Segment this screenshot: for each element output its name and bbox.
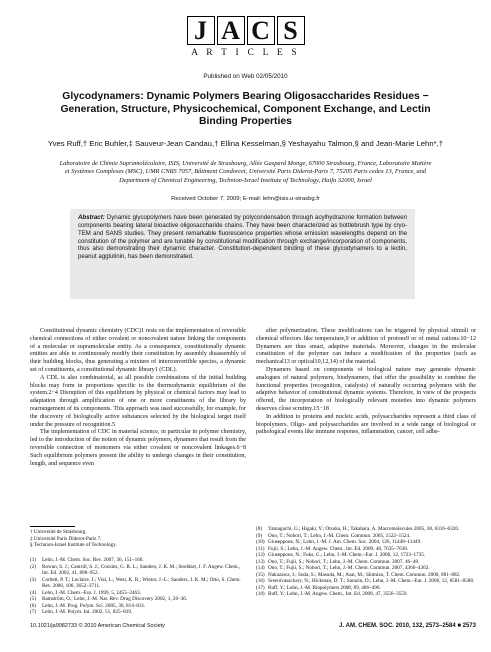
- logo-letter-c: C: [247, 16, 275, 45]
- reference-text: Giuseppone, N.; Fuks, G.; Lehn, J.-M. Chem.–Eur. J. 2006, 12, 1723–1735.: [268, 552, 426, 558]
- reference-text: Lehn, J.-M. Polym. Int. 2002, 51, 825–839.: [42, 609, 133, 615]
- reference-text: Lehn, J.-M. Chem. Soc. Rev. 2007, 36, 151–160.: [42, 557, 144, 563]
- reference-number: (11): [256, 545, 265, 552]
- abstract-label: Abstract:: [78, 214, 105, 221]
- logo-letter-s: S: [277, 16, 305, 45]
- reference-item[interactable]: [256, 591, 476, 598]
- journal-logo: [0, 16, 491, 45]
- section-label: A R T I C L E S: [191, 48, 300, 58]
- journal-masthead: [0, 16, 491, 58]
- reference-text: Ramström, O.; Lehn, J.-M. Nat. Rev. Drug Discovery 2002, 1, 26–36.: [42, 596, 188, 602]
- reference-text: Yamaguchi, G.; Higaki, Y.; Otsuka, H.; Takahara, A. Macromolecules 2005, 38, 6316–6320.: [268, 526, 460, 532]
- reference-item[interactable]: [30, 609, 246, 616]
- reference-text: Ruff, Y.; Lehn, J.-M. Biopolymers 2008, 89, 486–496.: [268, 584, 381, 591]
- reference-number: (14): [256, 565, 265, 571]
- body-paragraph: The implementation of CDC in material science, in particular in polymer chemistry, led to the introduction of the notion of dynamic polymers, dynamers that result from the reversible connection of monomers via either covalent or noncovalent linkages.6−8 Such equilibrium polymers present the ability to undergo changes in their constitution, length, and sequence even: [30, 429, 246, 467]
- reference-number: (2): [30, 563, 37, 570]
- reference-number: (10): [256, 539, 265, 545]
- body-paragraph: A CDL is also combinatorial, as all possible combinations of the initial building blocks may form in proportions specific to the thermodynamic equilibrium of the system.2−4 Disruption of this equilibrium by physical or chemical factors may lead to adaptation through amplification of one or more constituents of the library by rearrangement of its components. This approach was used successfully, for example, for the discovery of biologically active substances selected by the biological target itself under the pressure of recognition.5: [30, 374, 246, 428]
- reference-number: (1): [30, 557, 37, 563]
- footnote: ‡ Université Paris Diderot-Paris 7.: [30, 535, 102, 542]
- reference-number: (17): [256, 584, 265, 591]
- affiliation-footnotes: [30, 529, 246, 549]
- body-paragraph: In addition to proteins and nucleic acids, polysaccharides represent a third class of biopolymers. Oligo- and polysaccharides are involved in a wide range of biological or pathological events like immune response, inflammation, cancer, cell adhe-: [256, 413, 476, 436]
- reference-text: Ruff, Y.; Lehn, J.-M. Angew. Chem., Int. Ed. 2008, 47, 3556–3559.: [268, 591, 408, 597]
- reference-number: (18): [256, 591, 265, 597]
- reference-item[interactable]: [30, 564, 246, 577]
- reference-text: Ono, T.; Nobori, T.; Lehn, J.-M. Chem. Commun. 2005, 1522–1524.: [268, 532, 411, 539]
- abstract-box: [70, 209, 415, 299]
- author-list: Yves Ruff,† Eric Buhler,‡ Sauveur-Jean Candau,† Ellina Kesselman,§ Yeshayahu Talmon,§ and Jean-Marie Lehn*,†: [47, 139, 444, 148]
- reference-number: (4): [30, 589, 37, 596]
- abstract-text: Dynamic glycopolymers have been generated by polycondensation through acylhydrazone formation between components bearing lateral bioactive oligosaccharide chains. They have been characterized as bottlebrush type by cryo-TEM and SANS studies. They present remarkable fluorescence properties whose emission wavelengths depend on the constitution of the polymer and are tunable by constitutional modification through exchange/incorporation of components, thus also demonstrating their dynamic character. Constitution-dependent binding of these glycodynamers to a lectin, peanut agglutinin, has been demonstrated.: [78, 214, 407, 261]
- reference-text: Lehn, J.-M. Prog. Polym. Sci. 2005, 30, 814–831.: [42, 602, 146, 609]
- footnote: † Université de Strasbourg.: [30, 529, 87, 535]
- body-paragraph: Dynamers based on components of biological nature may generate dynamic analogues of natural polymers, biodynamers, that offer the possibility to combine the functional properties (recognition, catalysis) of naturally occurring polymers with the adaptive behavior of constitutional dynamic systems. Therefore, in view of the prospects offered, the incorporation of biologically relevant moieties into dynamic polymers deserves close scrutiny.15−18: [256, 366, 476, 412]
- reference-item[interactable]: [30, 577, 246, 590]
- published-date: Published on Web 02/05/2010: [203, 73, 288, 80]
- logo-letter-j: J: [187, 16, 215, 45]
- reference-number: (9): [256, 532, 263, 539]
- reference-number: (8): [256, 526, 263, 532]
- reference-number: (16): [256, 578, 265, 584]
- affiliations: Laboratoire de Chimie Supramoléculaire, ISIS, Université de Strasbourg, Allée Gaspard Monge, 67000 Strasbourg, France, Laboratoire Matière et Systèmes Complexes (MSC), UMR CNRS 7057, Bâtiment Condorcet, Université Paris Diderot-Paris 7, 75205 Paris cedex 13, France, and Department of Chemical Engineering, Technion-Israel Institute of Technology, Haifa 32000, Israel: [59, 160, 432, 184]
- reference-text: Ono, T.; Fujii, S.; Nobori, T.; Lehn, J.-M. Chem. Commun. 2007, 4360–4362.: [268, 565, 430, 571]
- reference-number: (7): [30, 609, 37, 615]
- reference-number: (5): [30, 596, 37, 602]
- body-column-right: [256, 328, 476, 437]
- received-line: Received October 7, 2009; E-mail: lehn@isis.u-strasbg.fr: [171, 196, 320, 202]
- reference-text: Fujii, S.; Lehn, J.-M. Angew. Chem., Int. Ed. 2009, 48, 7635–7638.: [268, 545, 409, 552]
- reference-number: (6): [30, 602, 37, 609]
- reference-text: Corbett, P. T.; Leclaire, J.; Vial, L.; West, K. R.; Wietor, J.-L.; Sanders, J. K. M.; Otto, S. Chem. Rev. 2006, 106, 3652–3711.: [42, 576, 241, 589]
- reference-text: Ono, T.; Fujii, S.; Nobori, T.; Lehn, J.-M. Chem. Commun. 2007, 46–48.: [268, 558, 420, 565]
- article-title: Glycodynamers: Dynamic Polymers Bearing Oligosaccharides Residues − Generation, Structure, Physicochemical, Component Exchange, and Lectin Binding Properties: [60, 91, 431, 128]
- body-paragraph: after polymerization. These modifications can be triggered by physical stimuli or chemical effectors like temperature,9 or addition of protons9 or of metal cations.10−12 Dynamers are thus smart, adaptive materials. Moreover, changes in the molecular constitution of the polymer can induce a modification of the properties (such as mechanical13 or optical10,12,14) of the material.: [256, 328, 476, 366]
- references-right: [256, 526, 476, 598]
- reference-text: Lehn, J.-M. Chem.–Eur. J. 1999, 5, 2455–2463.: [42, 589, 141, 596]
- reference-number: (13): [256, 558, 265, 565]
- reference-text: Nakazawa, I.; Suda, S.; Masuda, M.; Asai, M.; Shimizu, T. Chem. Commun. 2000, 881–882.: [268, 571, 461, 578]
- doi-copyright: 10.1021/ja9082733 © 2010 American Chemical Society: [30, 623, 165, 629]
- body-column-left: [30, 328, 246, 468]
- reference-text: Giuseppone, N.; Lehn, J.-M. J. Am. Chem. Soc. 2004, 126, 11448–11449.: [268, 539, 422, 545]
- logo-letter-a: A: [217, 16, 245, 45]
- journal-citation: J. AM. CHEM. SOC. 2010, 132, 2573–2584 ■ 2573: [339, 623, 476, 629]
- footnote: § Technion-Israel Institute of Technology.: [30, 542, 117, 548]
- references-left: [30, 557, 246, 616]
- page-footer: [30, 623, 476, 632]
- footnote-divider: [30, 526, 75, 527]
- reference-text: Sreenivasachary, N.; Hickman, D. T.; Sarazin, D.; Lehn, J.-M. Chem.–Eur. J. 2006, 12, 8581–8588.: [268, 578, 475, 584]
- reference-number: (12): [256, 552, 265, 558]
- reference-number: (3): [30, 576, 37, 583]
- reference-text: Rowan, S. J.; Cantrill, S. J.; Cousins, G. R. L.; Sanders, J. K. M.; Stoddart, J. F. Angew. Chem., Int. Ed. 2002, 41, 898–952.: [42, 563, 241, 576]
- reference-number: (15): [256, 571, 265, 578]
- body-paragraph: Constitutional dynamic chemistry (CDC)1 rests on the implementation of reversible chemical connections of either covalent or noncovalent nature linking the components of a molecular or supramolecular entity. As a consequence, constitutionally dynamic entities are able to continuously modify their constitution by assembly disassembly of their building blocks, thus generating a mixture of interconvertible species, a dynamic set of constituents, a constitutional dynamic library1 (CDL).: [30, 328, 246, 373]
